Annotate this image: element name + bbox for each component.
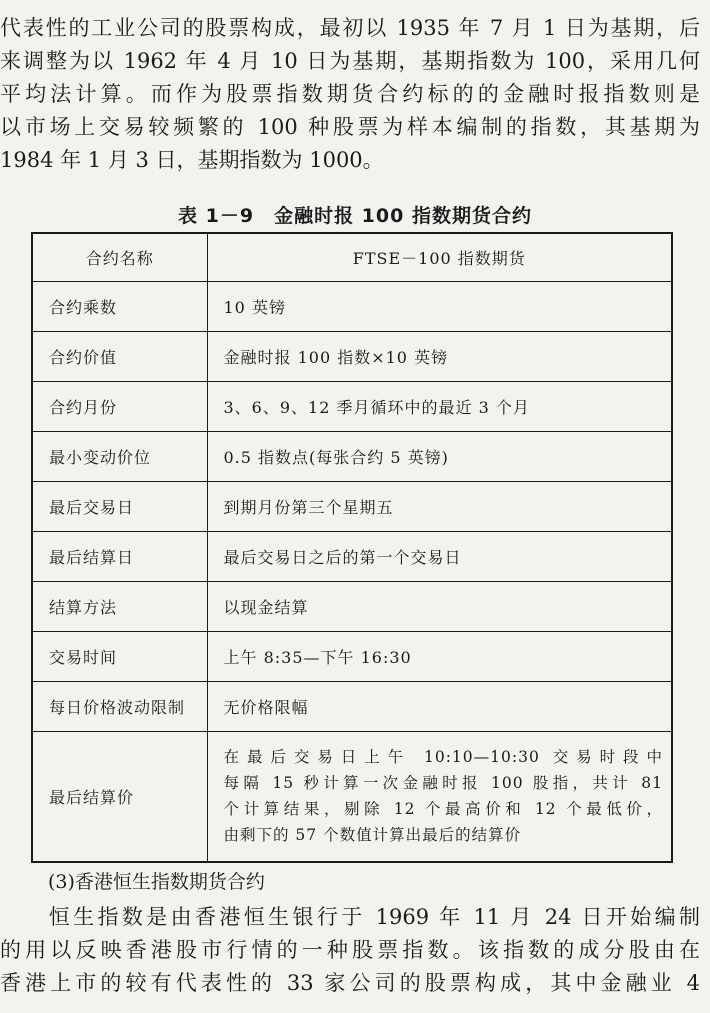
intro-line: 来调整为以 1962 年 4 月 10 日为基期，基期指数为 100，采用几何: [0, 49, 700, 73]
row-value: 0.5 指数点(每张合约 5 英镑): [207, 432, 672, 482]
table-row: [32, 282, 672, 332]
table-row: [32, 532, 672, 582]
table-row: [32, 432, 672, 482]
intro-line: 1984 年 1 月 3 日，基期指数为 1000。: [0, 148, 384, 172]
table-row: [32, 332, 672, 382]
row-value: 到期月份第三个星期五: [207, 482, 672, 532]
row-label: 最后结算日: [32, 532, 207, 582]
row-label: 最小变动价位: [32, 432, 207, 482]
row-label: 合约价值: [32, 332, 207, 382]
intro-line: 平均法计算。而作为股票指数期货合约标的的金融时报指数则是: [0, 82, 700, 106]
table-row: [32, 632, 672, 682]
row-value: 金融时报 100 指数×10 英镑: [207, 332, 672, 382]
table-row: [32, 582, 672, 632]
row-value-line: 每隔 15 秒计算一次金融时报 100 股指，共计 81: [223, 774, 663, 793]
table-row: [32, 482, 672, 532]
section-line: 恒生指数是由香港恒生银行于 1969 年 11 月 24 日开始编制: [0, 905, 700, 929]
row-value: 3、6、9、12 季月循环中的最近 3 个月: [207, 382, 672, 432]
section-paragraph: [0, 901, 700, 1000]
row-label: 最后交易日: [32, 482, 207, 532]
row-label: 最后结算价: [32, 732, 207, 862]
table-row: [32, 682, 672, 732]
contract-spec-table: [31, 232, 673, 863]
section-line: 的用以反映香港股市行情的一种股票指数。该指数的成分股由在: [0, 938, 700, 962]
row-value-multiline: [207, 732, 672, 862]
row-value: 上午 8:35—下午 16:30: [207, 632, 672, 682]
header-contract-value: FTSE－100 指数期货: [207, 233, 672, 282]
table-title: 表 1－9 金融时报 100 指数期货合约: [178, 205, 532, 227]
section-heading: (3)香港恒生指数期货合约: [48, 871, 265, 893]
row-label: 合约乘数: [32, 282, 207, 332]
table-header-row: [32, 233, 672, 282]
intro-line: 代表性的工业公司的股票构成，最初以 1935 年 7 月 1 日为基期，后: [0, 16, 700, 40]
intro-paragraph: [0, 12, 700, 177]
row-value: 以现金结算: [207, 582, 672, 632]
row-value-line: 个计算结果，剔除 12 个最高价和 12 个最低价，: [223, 800, 663, 819]
section-line: 香港上市的较有代表性的 33 家公司的股票构成，其中金融业 4: [0, 971, 700, 995]
row-value: 无价格限幅: [207, 682, 672, 732]
header-contract-name: 合约名称: [32, 233, 207, 282]
row-label: 每日价格波动限制: [32, 682, 207, 732]
row-value: 10 英镑: [207, 282, 672, 332]
row-value-line: 在最后交易日上午 10:10—10:30 交易时段中: [223, 748, 663, 767]
row-label: 交易时间: [32, 632, 207, 682]
table-row: [32, 382, 672, 432]
table-row: [32, 732, 672, 862]
row-value-line: 由剩下的 57 个数值计算出最后的结算价: [223, 826, 522, 845]
intro-line: 以市场上交易较频繁的 100 种股票为样本编制的指数，其基期为: [0, 115, 700, 139]
row-value: 最后交易日之后的第一个交易日: [207, 532, 672, 582]
row-label: 合约月份: [32, 382, 207, 432]
row-label: 结算方法: [32, 582, 207, 632]
